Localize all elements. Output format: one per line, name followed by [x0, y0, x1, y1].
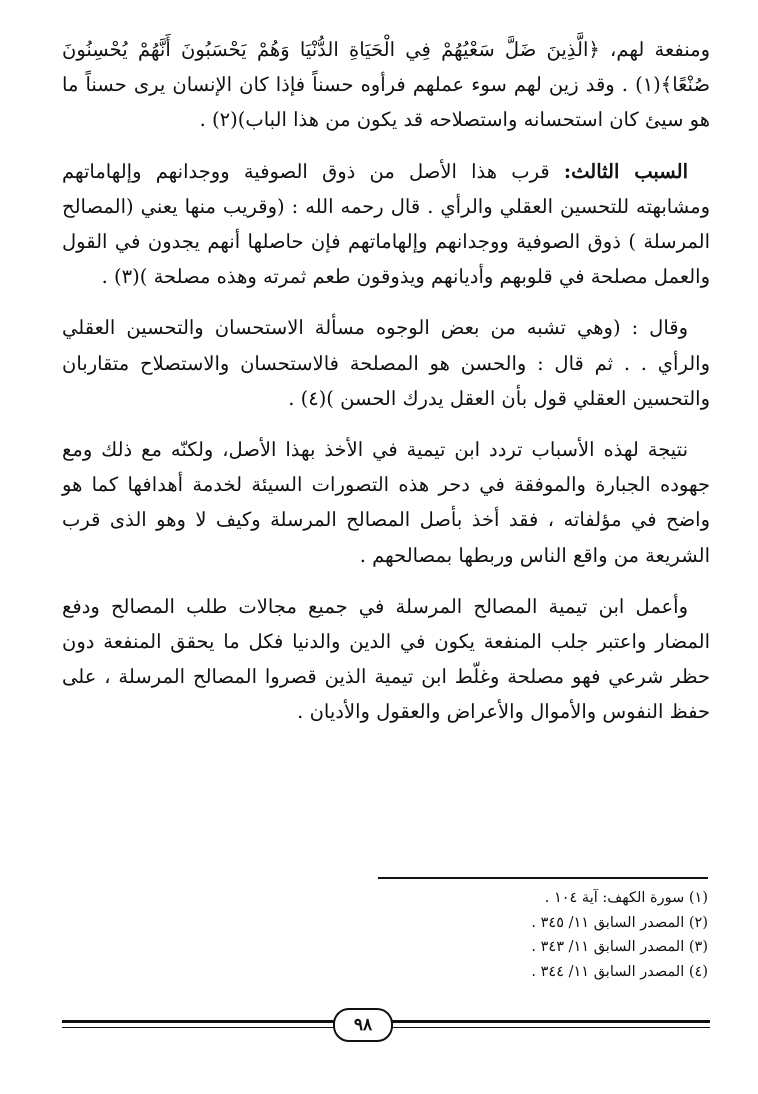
paragraph-4: نتيجة لهذه الأسباب تردد ابن تيمية في الأخذ بهذا الأصل، ولكنّه مع ذلك ومع جهوده الجبارة والموفقة في دحر هذه التصورات السيئة لخدمة أهدافها كما هو واضح في مؤلفاته ، فقد أخذ بأصل المصالح المرسلة وكيف لا وهو الذى قرب الشريعة من واقع الناس وربطها بمصالحهم .: [62, 438, 710, 567]
section-label: السبب الثالث:: [563, 159, 688, 183]
page-number: ٩٨: [333, 1008, 393, 1042]
footnote-3: (٣) المصدر السابق ١١/ ٣٤٣ .: [531, 939, 708, 955]
footnote-4: (٤) المصدر السابق ١١/ ٣٤٤ .: [531, 963, 708, 980]
footnote-1: (١) سورة الكهف: آية ١٠٤ .: [544, 890, 708, 906]
paragraph-2-text: قرب هذا الأصل من ذوق الصوفية ووجدانهم وإلهاماتهم ومشابهته للتحسين العقلي والرأي . قال رحمه الله : (وقريب منها يعني (المصالح المرسلة ) ذوق الصوفية ووجدانهم وإلهاماتهم فإن حاصلها أنهم يجدون في القول والعمل مصلحة في قلوبهم وأديانهم ويذوقون طعم ثمرته وهذه مصلحة )(٣) .: [62, 159, 710, 289]
body-text: [62, 32, 710, 746]
paragraph-3: وقال : (وهي تشبه من بعض الوجوه مسألة الاستحسان والتحسين العقلي والرأي . . ثم قال : والحسن هو المصلحة فالاستحسان والاستصلاح متقاربان والتحسين العقلي قول بأن العقل يدرك الحسن )(٤) .: [62, 316, 710, 410]
footnote-2: (٢) المصدر السابق ١١/ ٣٤٥ .: [531, 914, 708, 931]
paragraph-1: ومنفعة لهم، ﴿الَّذِينَ ضَلَّ سَعْيُهُمْ فِي الْحَيَاةِ الدُّنْيَا وَهُمْ يَحْسَبُونَ أَنَّهُمْ يُحْسِنُونَ صُنْعًا﴾(١) . وقد زين لهم سوء عملهم فرأوه حسناً فإذا كان الإنسان يرى حسناً ما هو سيئ كان استحسانه واستصلاحه قد يكون من هذا الباب)(٢) .: [62, 38, 710, 132]
paragraph-2: [62, 154, 710, 295]
footnote-divider: [378, 877, 708, 879]
footnotes: [400, 886, 708, 984]
paragraph-5: وأعمل ابن تيمية المصالح المرسلة في جميع مجالات طلب المصالح ودفع المضار واعتبر جلب المنفعة يكون في الدين والدنيا فكل ما يحقق المنفعة دون حظر شرعي فهو مصلحة وغلّط ابن تيمية الذين قصروا المصالح المرسلة ، على حفظ النفوس والأموال والأعراض والعقول والأديان .: [62, 594, 710, 724]
